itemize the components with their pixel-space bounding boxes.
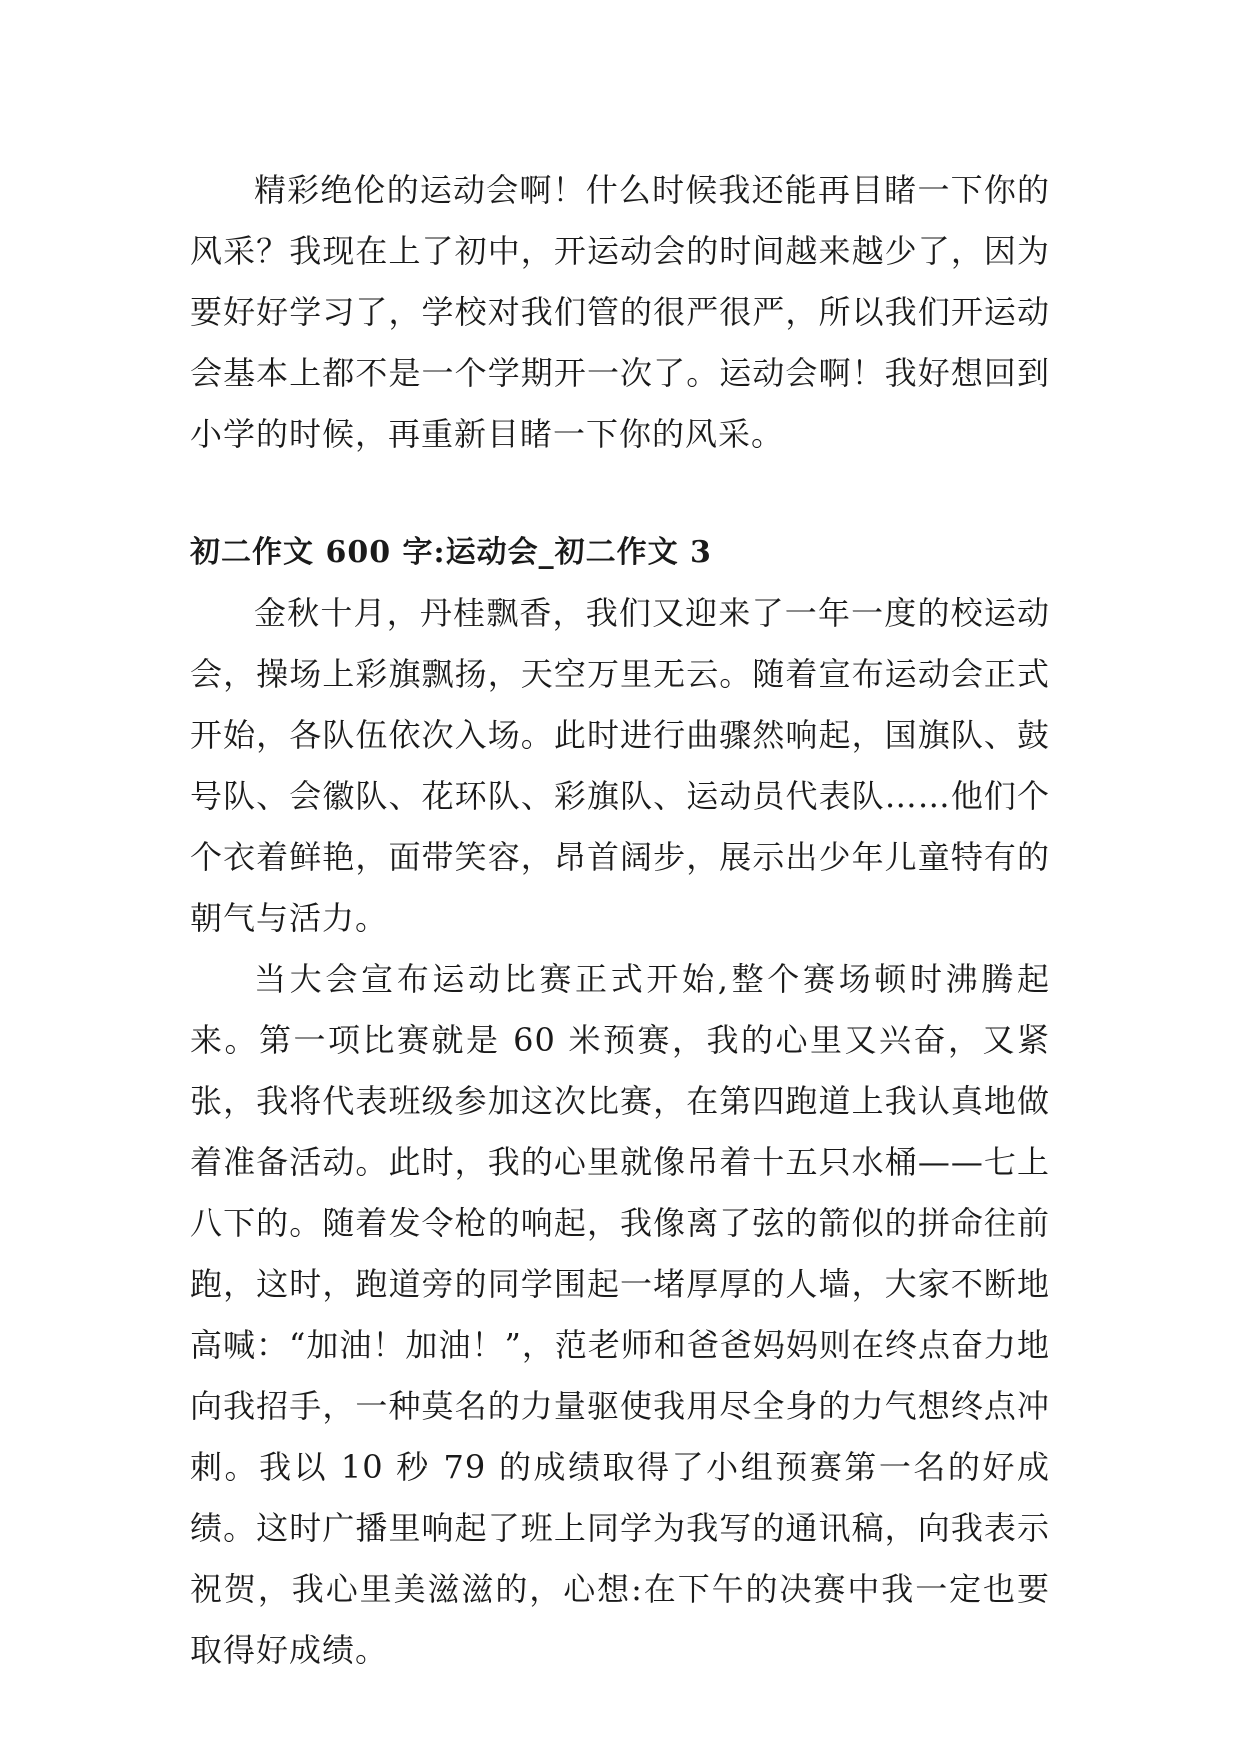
paragraph-intro: 精彩绝伦的运动会啊！什么时候我还能再目睹一下你的风采？我现在上了初中，开运动会的时间越来越少了，因为要好好学习了，学校对我们管的很严很严，所以我们开运动会基本上都不是一个学期开一次了。运动会啊！我好想回到小学的时候，再重新目睹一下你的风采。 bbox=[190, 171, 1050, 453]
paragraph-race: 当大会宣布运动比赛正式开始,整个赛场顿时沸腾起来。第一项比赛就是 60 米预赛，我的心里又兴奋，又紧张，我将代表班级参加这次比赛，在第四跑道上我认真地做着准备活动。此时，我的心里就像吊着十五只水桶——七上八下的。随着发令枪的响起，我像离了弦的箭似的拼命往前跑，这时，跑道旁的同学围起一堵厚厚的人墙，大家不断地高喊：“加油！加油！”，范老师和爸爸妈妈则在终点奋力地向我招手，一种莫名的力量驱使我用尽全身的力气想终点冲刺。我以 10 秒 79 的成绩取得了小组预赛第一名的好成绩。这时广播里响起了班上同学为我写的通讯稿，向我表示祝贺，我心里美滋滋的，心想:在下午的决赛中我一定也要取得好成绩。 bbox=[190, 960, 1050, 1669]
document-page bbox=[190, 160, 1050, 1681]
paragraph-opening: 金秋十月，丹桂飘香，我们又迎来了一年一度的校运动会，操场上彩旗飘扬，天空万里无云。随着宣布运动会正式开始，各队伍依次入场。此时进行曲骤然响起，国旗队、鼓号队、会徽队、花环队、彩旗队、运动员代表队……他们个个衣着鲜艳，面带笑容，昂首阔步，展示出少年儿童特有的朝气与活力。 bbox=[190, 594, 1050, 937]
essay-title: 初二作文 600 字:运动会_初二作文 3 bbox=[190, 535, 712, 570]
